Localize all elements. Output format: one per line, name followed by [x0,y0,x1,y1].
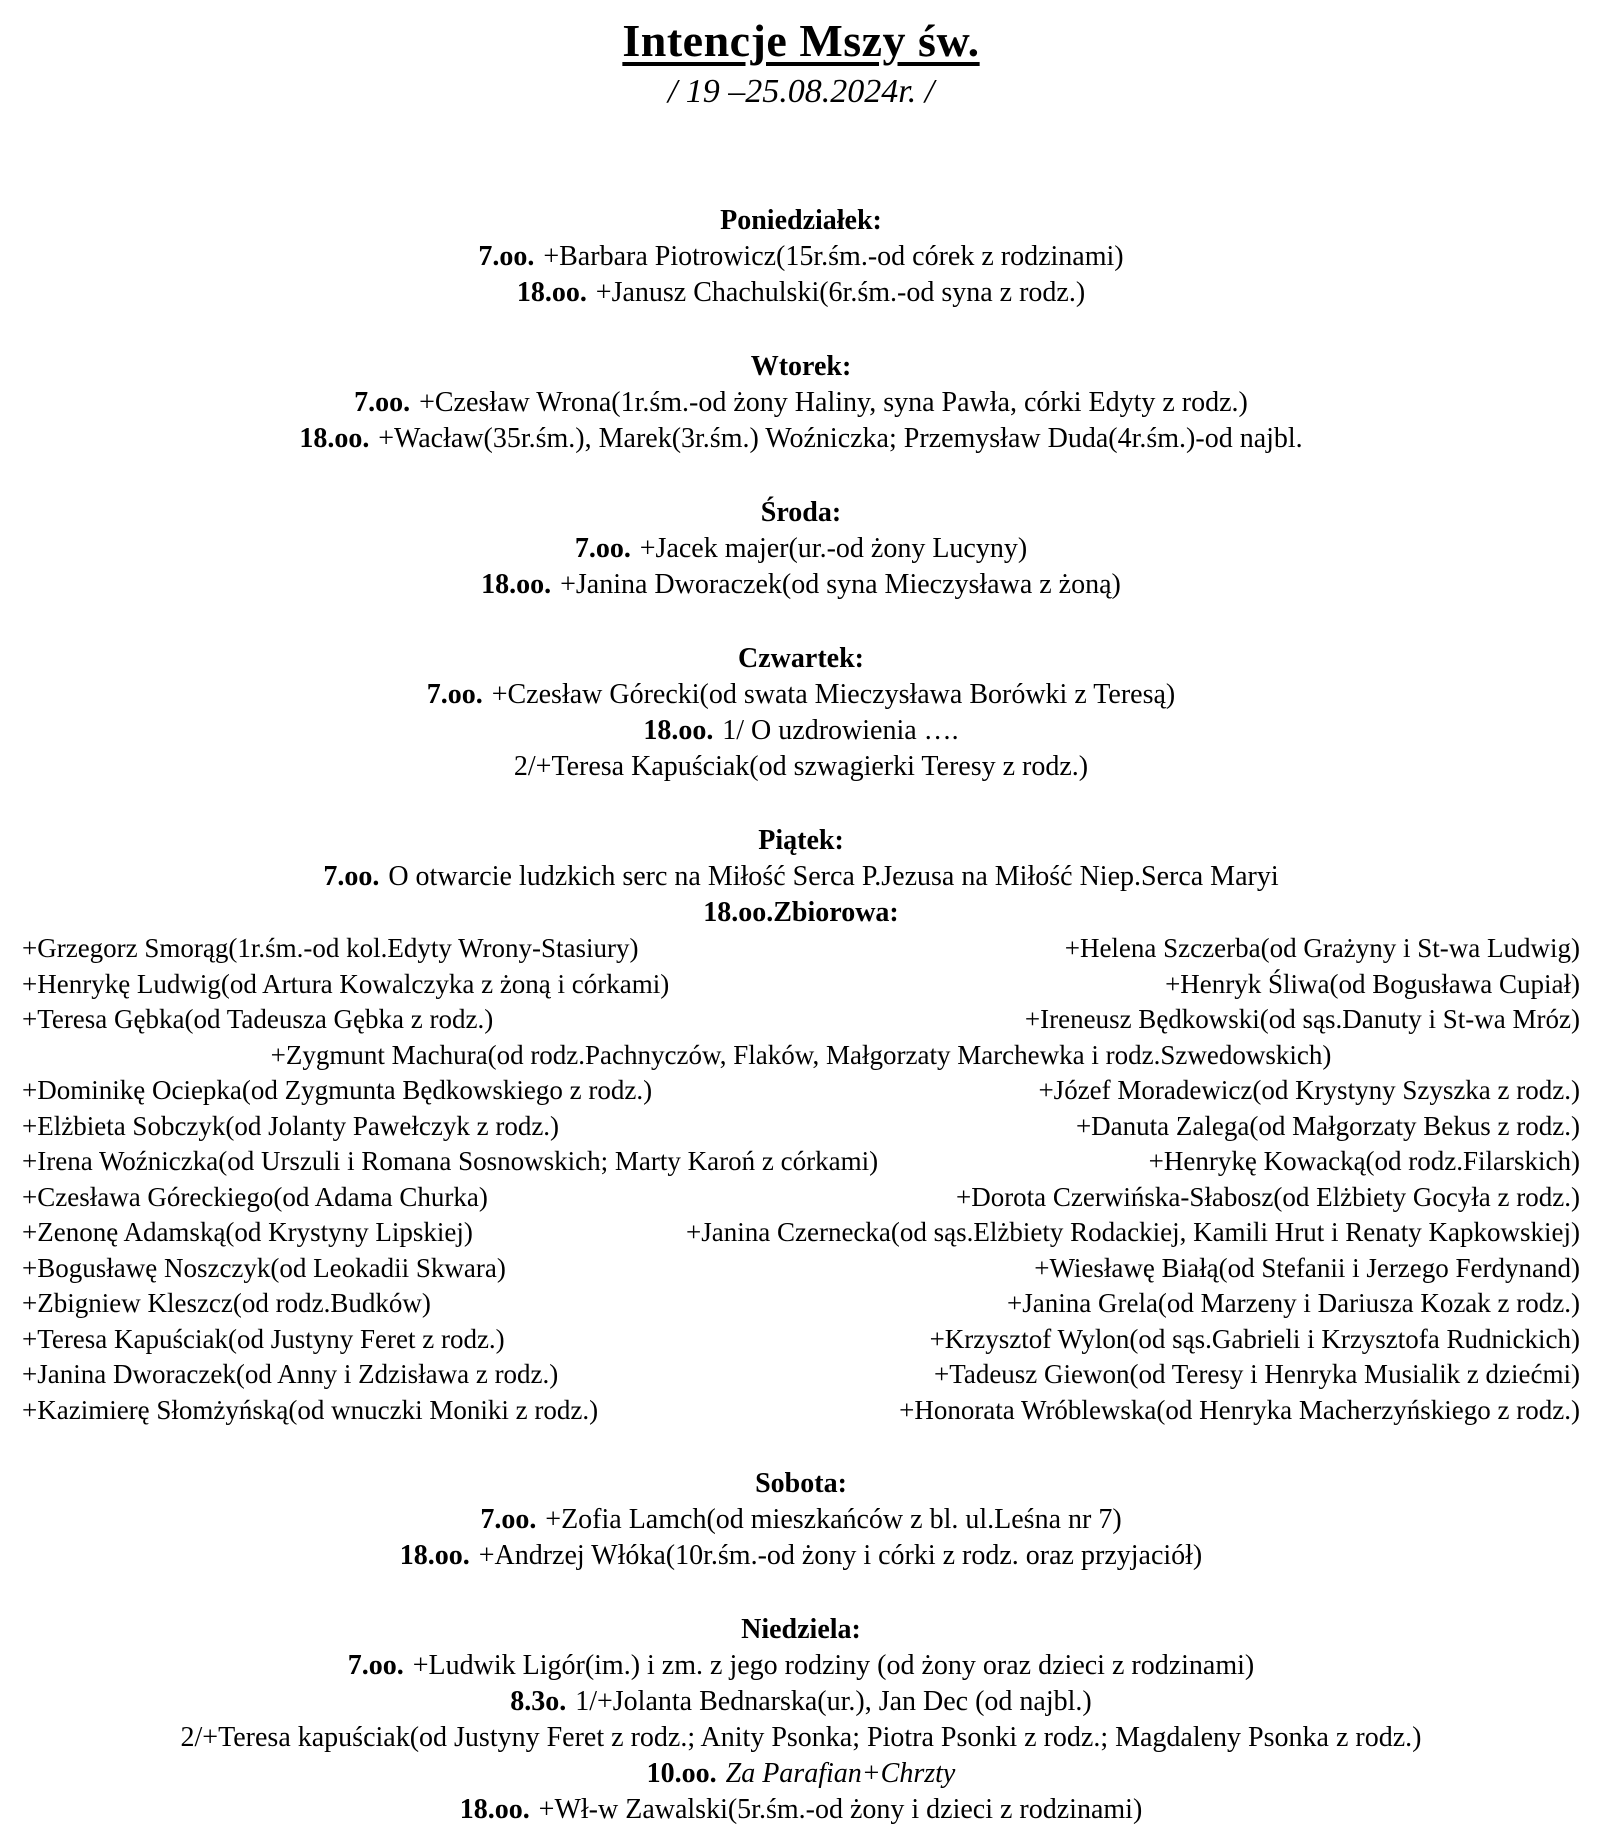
day-section-czwartek [0,641,1602,785]
mass-intention: +Ludwik Ligór(im.) i zm. z jego rodziny (od żony oraz dzieci z rodzinami) [412,1650,1255,1681]
zbiorowa-heading: 18.oo.Zbiorowa: [703,897,899,928]
day-heading: Sobota: [755,1468,847,1499]
zbiorowa-intention-right: +Helena Szczerba(od Grażyny i St-wa Ludwig) [1064,933,1580,963]
mass-intention: +Czesław Wrona(1r.śm.-od żony Haliny, syna Pawła, córki Edyty z rodz.) [419,387,1248,418]
zbiorowa-row [0,1038,1602,1074]
day-heading: Piątek: [758,825,844,856]
mass-intention: +Barbara Piotrowicz(15r.śm.-od córek z rodzinami) [543,241,1124,272]
zbiorowa-row [0,1109,1602,1145]
mass-time: 18.oo. [643,715,714,746]
day-section-niedziela [0,1612,1602,1828]
mass-intention: Za Parafian+Chrzty [725,1758,956,1789]
mass-time: 10.oo. [646,1758,717,1789]
zbiorowa-row [0,1215,1602,1251]
zbiorowa-intention-right: +Dorota Czerwińska-Słabosz(od Elżbiety Gocyła z rodz.) [955,1181,1580,1212]
zbiorowa-intention-left: +Teresa Gębka(od Tadeusza Gębka z rodz.) [22,1004,494,1034]
zbiorowa-row [0,1144,1602,1180]
mass-time: 7.oo. [480,1504,537,1535]
day-section-piatek [0,823,1602,1428]
mass-intention: O otwarcie ludzkich serc na Miłość Serca P.Jezusa na Miłość Niep.Serca Maryi [388,861,1279,892]
zbiorowa-intention-right: +Janina Czernecka(od sąs.Elżbiety Rodackiej, Kamili Hrut i Renaty Kapkowskiej) [686,1217,1580,1247]
mass-line [0,239,1602,275]
day-section-wtorek [0,349,1602,457]
mass-line [0,677,1602,713]
zbiorowa-intention-right: +Józef Moradewicz(od Krystyny Szyszka z rodz.) [1038,1075,1580,1105]
mass-intention: +Wacław(35r.śm.), Marek(3r.śm.) Woźniczka; Przemysław Duda(4r.śm.)-od najbl. [378,423,1303,454]
mass-intention: +Andrzej Włóka(10r.śm.-od żony i córki z rodz. oraz przyjaciół) [478,1540,1203,1571]
day-heading: Poniedziałek: [720,205,882,236]
mass-intention: 2/+Teresa kapuściak(od Justyny Feret z rodz.; Anity Psonka; Piotra Psonki z rodz.; Magdaleny Psonka z rodz.) [180,1722,1422,1753]
zbiorowa-intention-right: +Henrykę Kowacką(od rodz.Filarskich) [1148,1146,1580,1176]
zbiorowa-intention-left: +Bogusławę Noszczyk(od Leokadii Skwara) [22,1252,506,1283]
page-title: Intencje Mszy św. [622,15,980,66]
zbiorowa-intention-right: +Ireneusz Będkowski(od sąs.Danuty i St-wa Mróz) [1024,1004,1580,1034]
mass-time: 7.oo. [347,1650,404,1681]
zbiorowa-row [0,1286,1602,1322]
mass-intention: +Janusz Chachulski(6r.śm.-od syna z rodz.) [595,277,1086,308]
zbiorowa-row [0,1180,1602,1216]
zbiorowa-intention-left: +Zbigniew Kleszcz(od rodz.Budków) [22,1288,431,1318]
mass-line [0,1648,1602,1684]
mass-line [0,859,1602,895]
mass-time: 18.oo. [399,1540,470,1571]
mass-time: 18.oo. [481,569,552,600]
zbiorowa-row [0,1322,1602,1358]
zbiorowa-row [0,1357,1602,1393]
day-section-poniedzialek [0,203,1602,311]
day-heading: Czwartek: [738,643,864,674]
zbiorowa-row [0,1251,1602,1287]
mass-time: 7.oo. [426,679,483,710]
zbiorowa-intention-full: +Zygmunt Machura(od rodz.Pachnyczów, Flaków, Małgorzaty Marchewka i rodz.Szwedowskich) [270,1039,1332,1070]
zbiorowa-intention-right: +Janina Grela(od Marzeny i Dariusza Kozak z rodz.) [1007,1288,1580,1318]
day-heading: Wtorek: [750,351,852,382]
mass-intention: +Zofia Lamch(od mieszkańców z bl. ul.Leśna nr 7) [545,1504,1122,1535]
zbiorowa-row [0,1393,1602,1429]
mass-line [0,275,1602,311]
mass-time: 7.oo. [323,861,380,892]
zbiorowa-intention-left: +Dominikę Ociepka(od Zygmunta Będkowskiego z rodz.) [22,1075,653,1105]
day-section-sroda [0,495,1602,603]
zbiorowa-intention-left: +Teresa Kapuściak(od Justyny Feret z rodz.) [22,1323,505,1354]
zbiorowa-intention-left: +Kazimierę Słomżyńską(od wnuczki Moniki z rodz.) [22,1394,599,1425]
mass-line [0,1538,1602,1574]
zbiorowa-intention-right: +Danuta Zalega(od Małgorzaty Bekus z rodz.) [1075,1110,1580,1141]
mass-time: 18.oo. [459,1794,530,1825]
zbiorowa-intention-right: +Tadeusz Giewon(od Teresy i Henryka Musialik z dziećmi) [934,1359,1580,1389]
zbiorowa-intention-right: +Honorata Wróblewska(od Henryka Macherzyńskiego z rodz.) [899,1394,1580,1425]
zbiorowa-intention-right: +Wiesławę Białą(od Stefanii i Jerzego Ferdynand) [1034,1252,1580,1283]
zbiorowa-intention-left: +Czesława Góreckiego(od Adama Churka) [22,1181,488,1212]
zbiorowa-row [0,967,1602,1003]
mass-time: 7.oo. [478,241,535,272]
zbiorowa-intention-left: +Janina Dworaczek(od Anny i Zdzisława z rodz.) [22,1359,559,1389]
mass-line [0,1502,1602,1538]
mass-line [0,713,1602,749]
zbiorowa-intention-left: +Zenonę Adamską(od Krystyny Lipskiej) [22,1217,473,1247]
zbiorowa-row [0,1002,1602,1038]
mass-intention: 1/ O uzdrowienia …. [722,715,959,746]
mass-intention: +Janina Dworaczek(od syna Mieczysława z żoną) [560,569,1121,600]
zbiorowa-intention-left: +Elżbieta Sobczyk(od Jolanty Pawełczyk z rodz.) [22,1110,560,1141]
zbiorowa-row [0,1073,1602,1109]
mass-time: 18.oo. [516,277,587,308]
mass-time: 8.3o. [510,1686,567,1717]
day-heading: Niedziela: [741,1614,861,1645]
zbiorowa-row [0,931,1602,967]
mass-line [0,749,1602,785]
mass-line [0,1792,1602,1828]
mass-time: 18.oo. [299,423,370,454]
zbiorowa-intention-left: +Grzegorz Smorąg(1r.śm.-od kol.Edyty Wrony-Stasiury) [22,933,639,963]
mass-line [0,385,1602,421]
mass-intention: 1/+Jolanta Bednarska(ur.), Jan Dec (od najbl.) [575,1686,1092,1717]
day-section-sobota [0,1466,1602,1574]
mass-intention: +Czesław Górecki(od swata Mieczysława Borówki z Teresą) [491,679,1176,710]
mass-line [0,531,1602,567]
mass-intention: 2/+Teresa Kapuściak(od szwagierki Teresy z rodz.) [513,751,1089,782]
mass-line [0,1720,1602,1756]
mass-intention: +Jacek majer(ur.-od żony Lucyny) [639,533,1028,564]
day-heading: Środa: [760,497,842,528]
mass-time: 7.oo. [574,533,631,564]
mass-line [0,421,1602,457]
mass-line [0,1756,1602,1792]
date-range: / 19 –25.08.2024r. / [667,73,935,110]
zbiorowa-intention-right: +Krzysztof Wylon(od sąs.Gabrieli i Krzysztofa Rudnickich) [929,1323,1580,1354]
mass-intention: +Wł-w Zawalski(5r.śm.-od żony i dzieci z rodzinami) [538,1794,1143,1825]
zbiorowa-intention-left: +Henrykę Ludwig(od Artura Kowalczyka z żoną i córkami) [22,968,670,999]
mass-line [0,567,1602,603]
zbiorowa-intention-left: +Irena Woźniczka(od Urszuli i Romana Sosnowskich; Marty Karoń z córkami) [22,1146,879,1176]
zbiorowa-intention-right: +Henryk Śliwa(od Bogusława Cupiał) [1165,968,1580,999]
mass-line [0,1684,1602,1720]
mass-time: 7.oo. [354,387,411,418]
